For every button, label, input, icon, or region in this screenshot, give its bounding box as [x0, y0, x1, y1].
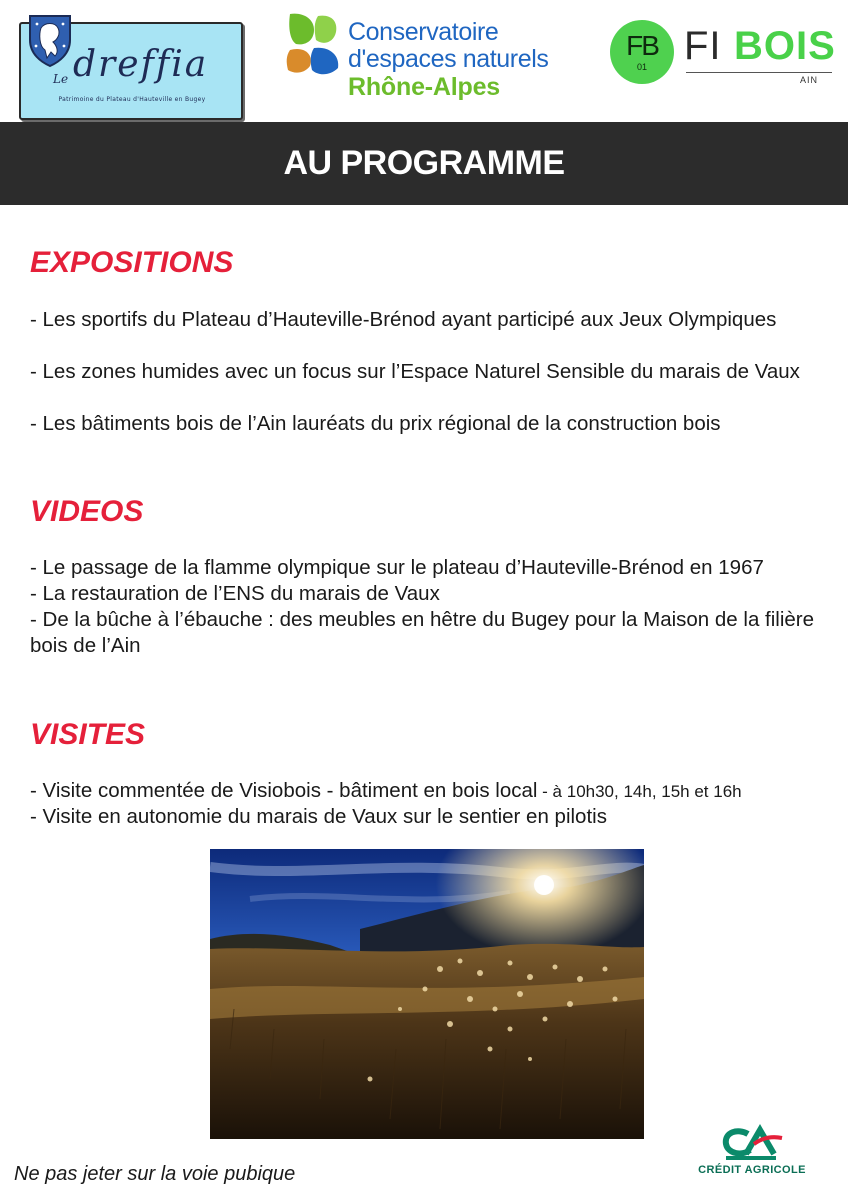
section-title-expositions: EXPOSITIONS — [30, 246, 234, 279]
visit-item-text: - Visite commentée de Visiobois - bâtiment en bois local — [30, 779, 538, 802]
marsh-photo-illustration — [210, 849, 644, 1139]
credit-agricole-name: CRÉDIT AGRICOLE — [698, 1164, 806, 1176]
fibois-divider — [686, 72, 832, 73]
fibois-badge-number: 01 — [636, 62, 647, 72]
fibois-ain-logo — [610, 18, 836, 88]
exposition-item: - Les zones humides avec un focus sur l’Espace Naturel Sensible du marais de Vaux — [30, 360, 800, 383]
section-title-visites: VISITES — [30, 718, 146, 751]
credit-agricole-emblem-icon — [690, 1124, 814, 1164]
banner-title: AU PROGRAMME — [283, 144, 565, 182]
marsh-landscape-photo — [210, 849, 644, 1139]
program-banner — [0, 122, 848, 205]
video-item: - De la bûche à l’ébauche : des meubles en hêtre du Bugey pour la Maison de la filière bois de l’Ain — [30, 608, 815, 657]
footer-note: Ne pas jeter sur la voie pubique — [14, 1163, 296, 1185]
fibois-badge-letters: FB — [626, 30, 658, 61]
section-title-videos: VIDEOS — [30, 495, 144, 528]
fibois-word-bois: BOIS — [734, 24, 836, 68]
video-item: - Le passage de la flamme olympique sur le plateau d’Hauteville-Brénod en 1967 — [30, 556, 764, 579]
dreffia-prefix: Le — [53, 72, 69, 86]
cen-logo-line-3: Rhône-Alpes — [348, 73, 500, 101]
credit-agricole-logo — [690, 1124, 814, 1184]
dreffia-tagline: Patrimoine du Plateau d'Hauteville en Bugey — [58, 96, 206, 103]
dreffia-logo — [19, 14, 241, 118]
cen-rhone-alpes-logo — [284, 10, 584, 106]
leaf-emblem-icon — [284, 10, 342, 80]
visit-item — [30, 778, 830, 805]
exposition-item: - Les sportifs du Plateau d’Hauteville-Brénod ayant participé aux Jeux Olympiques — [30, 308, 777, 331]
fibois-region: AIN — [800, 75, 819, 85]
visit-item: - Visite en autonomie du marais de Vaux sur le sentier en pilotis — [30, 805, 607, 828]
visit-item-times: - à 10h30, 14h, 15h et 16h — [537, 782, 742, 801]
exposition-item: - Les bâtiments bois de l’Ain lauréats du prix régional de la construction bois — [30, 412, 721, 435]
fibois-word-fi: FI — [684, 24, 722, 68]
video-item: - La restauration de l’ENS du marais de Vaux — [30, 582, 440, 605]
dreffia-name: dreffia — [73, 44, 209, 85]
cen-logo-line-1: Conservatoire — [348, 18, 499, 46]
heraldic-shield-icon — [27, 14, 73, 68]
cen-logo-line-2: d'espaces naturels — [348, 45, 549, 73]
